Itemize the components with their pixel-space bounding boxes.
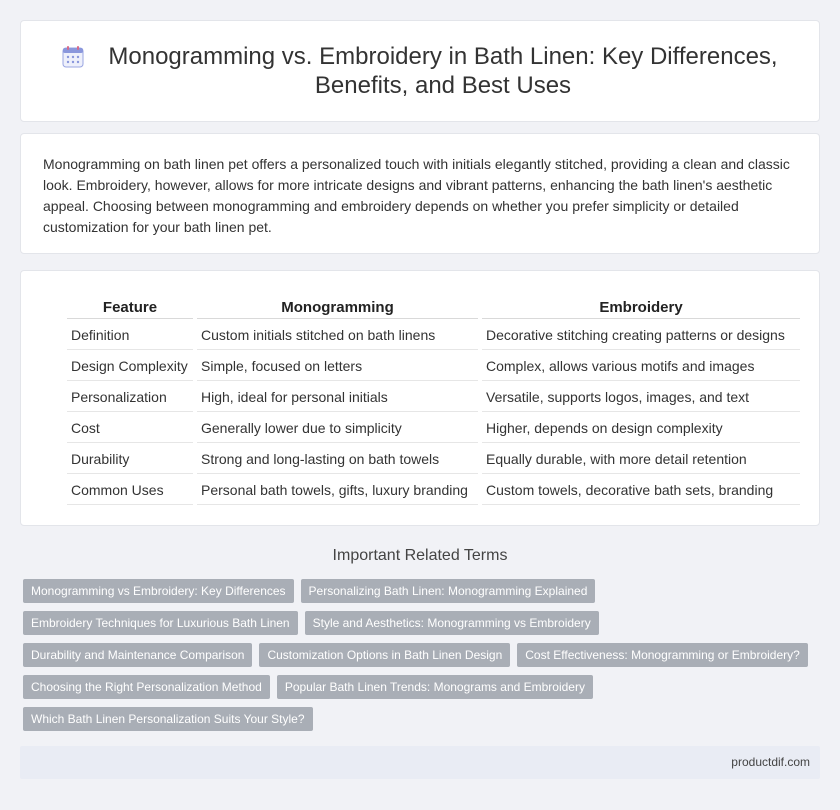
feature-cell: Personalization [67,381,193,412]
embroidery-cell: Decorative stitching creating patterns or designs [482,319,800,350]
title-card [20,20,820,122]
footer [20,746,820,779]
feature-cell: Design Complexity [67,350,193,381]
tag-row [23,611,823,643]
tag-row [23,643,823,675]
table-row [67,350,800,381]
page-title: Monogramming vs. Embroidery in Bath Linen: Key Differences, Benefits, and Best Uses [108,43,778,99]
table-header-row [67,293,800,319]
table-row [67,474,800,505]
feature-cell: Definition [67,319,193,350]
header-monogramming: Monogramming [197,293,478,319]
header-embroidery: Embroidery [482,293,800,319]
table-row [67,412,800,443]
embroidery-cell: Equally durable, with more detail retention [482,443,800,474]
embroidery-cell: Complex, allows various motifs and images [482,350,800,381]
monogramming-cell: Custom initials stitched on bath linens [197,319,478,350]
related-terms-title: Important Related Terms [332,547,508,564]
embroidery-cell: Custom towels, decorative bath sets, branding [482,474,800,505]
monogramming-cell: Personal bath towels, gifts, luxury branding [197,474,478,505]
monogramming-cell: High, ideal for personal initials [197,381,478,412]
embroidery-cell: Versatile, supports logos, images, and text [482,381,800,412]
tag-row [23,579,823,611]
related-tag[interactable]: Embroidery Techniques for Luxurious Bath Linen [23,611,298,635]
monogramming-cell: Simple, focused on letters [197,350,478,381]
intro-paragraph: Monogramming on bath linen pet offers a personalized touch with initials elegantly stitched, providing a clean and classic look. Embroidery, however, allows for more intricate designs and vibrant patterns, enhancing the bath linen's aesthetic appeal. Choosing between monogramming and embroidery depends on whether you prefer simplicity or detailed customization for your bath linen pet. [43,156,790,235]
tag-row [23,675,823,707]
feature-cell: Common Uses [67,474,193,505]
related-terms-tags [23,579,823,739]
table-row [67,381,800,412]
related-tag[interactable]: Choosing the Right Personalization Method [23,675,270,699]
tag-row [23,707,823,739]
related-tag[interactable]: Which Bath Linen Personalization Suits Your Style? [23,707,313,731]
embroidery-cell: Higher, depends on design complexity [482,412,800,443]
calendar-icon [61,45,85,69]
comparison-table-card [20,270,820,526]
table-row [67,443,800,474]
feature-cell: Cost [67,412,193,443]
related-tag[interactable]: Durability and Maintenance Comparison [23,643,252,667]
monogramming-cell: Generally lower due to simplicity [197,412,478,443]
feature-cell: Durability [67,443,193,474]
monogramming-cell: Strong and long-lasting on bath towels [197,443,478,474]
related-tag[interactable]: Personalizing Bath Linen: Monogramming Explained [301,579,596,603]
related-tag[interactable]: Style and Aesthetics: Monogramming vs Embroidery [305,611,599,635]
related-tag[interactable]: Customization Options in Bath Linen Design [259,643,510,667]
related-tag[interactable]: Cost Effectiveness: Monogramming or Embroidery? [517,643,808,667]
intro-card [20,133,820,254]
header-feature: Feature [67,293,193,319]
table-row [67,319,800,350]
footer-site-link[interactable]: productdif.com [731,755,810,769]
related-tag[interactable]: Popular Bath Linen Trends: Monograms and Embroidery [277,675,593,699]
comparison-table [63,293,804,505]
related-tag[interactable]: Monogramming vs Embroidery: Key Differences [23,579,294,603]
